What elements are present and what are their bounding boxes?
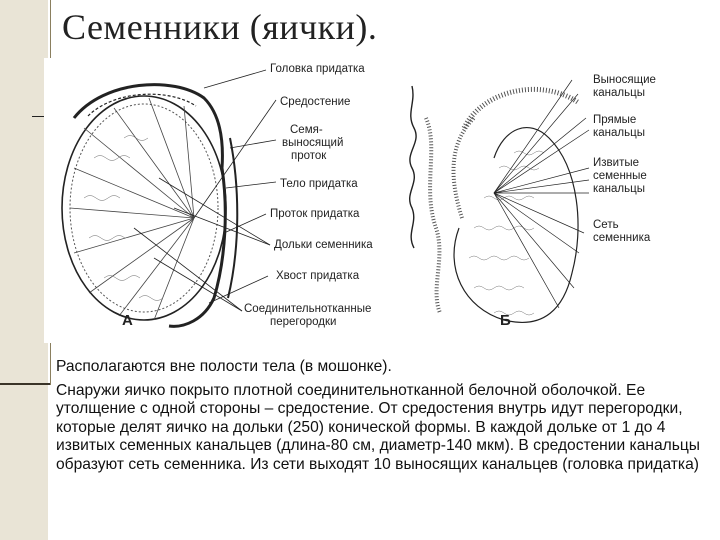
panel-label-b: Б: [500, 312, 511, 329]
panel-label-a: А: [122, 312, 133, 329]
label-convoluted-tubules-2: семенные: [593, 170, 647, 182]
label-tail-of-epididymis: Хвост придатка: [276, 270, 360, 282]
label-straight-tubules-2: канальцы: [593, 127, 645, 139]
label-rete-testis-1: Сеть: [593, 219, 619, 231]
label-straight-tubules-1: Прямые: [593, 114, 637, 126]
slide-body: [56, 358, 706, 479]
label-body-of-epididymis: Тело придатка: [280, 178, 358, 190]
label-convoluted-tubules-3: канальцы: [593, 183, 645, 195]
label-epididymal-duct: Проток придатка: [270, 208, 360, 220]
label-convoluted-tubules-1: Извитые: [593, 157, 639, 169]
body-paragraph-2: Снаружи яичко покрыто плотной соединительнотканной белочной оболочкой. Ее утолщение с одной стороны – средостение. От средостения внутрь идут перегородки, которые делят яичко на дольки (250) конической формы. В каждой дольке от 1 до 4 извитых семенных канальцев (длина-80 см, диаметр-140 мкм). В средостении канальцы образуют сеть семенника. Из сети выходят 10 выносящих канальцев (головка придатка): [56, 381, 701, 473]
left-decor-strip: [0, 0, 48, 540]
divider-line: [0, 383, 50, 385]
label-vas-deferens-3: проток: [291, 150, 327, 162]
testis-illustration: [44, 58, 684, 343]
label-head-of-epididymis: Головка придатка: [270, 63, 365, 75]
slide-title: Семенники (яички).: [62, 7, 378, 47]
label-mediastinum: Средостение: [280, 96, 351, 108]
label-vas-deferens-2: выносящий: [282, 137, 344, 149]
label-septa-1: Соединительнотканные: [244, 303, 372, 315]
label-rete-testis-2: семенника: [593, 232, 651, 244]
label-efferent-ducts-2: канальцы: [593, 87, 645, 99]
body-paragraph-1: Располагаются вне полости тела (в мошонке).: [56, 358, 392, 375]
label-vas-deferens-1: Семя-: [290, 124, 323, 136]
label-septa-2: перегородки: [270, 316, 337, 328]
label-testis-lobules: Дольки семенника: [274, 239, 373, 251]
testis-figure: [44, 58, 684, 343]
label-efferent-ducts-1: Выносящие: [593, 74, 656, 86]
